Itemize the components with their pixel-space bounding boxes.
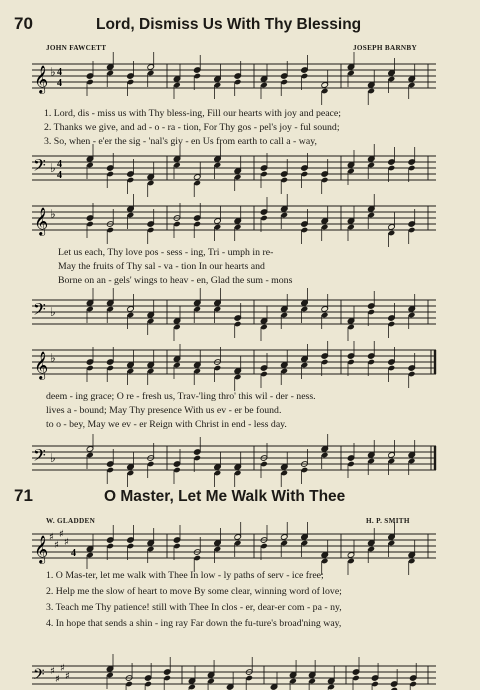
treble-clef-icon: 𝄞	[34, 207, 49, 235]
svg-text:4: 4	[57, 78, 62, 89]
hymn-70-title: Lord, Dismiss Us With Thy Blessing	[96, 16, 362, 33]
bass-clef-icon: 𝄢	[33, 666, 45, 687]
svg-text:♭: ♭	[50, 65, 56, 79]
svg-text:♯: ♯	[54, 540, 59, 551]
svg-text:♯: ♯	[65, 671, 70, 682]
hymn-70-verse-1-line-2: Let us each, Thy love pos - sess - ing, Tri - umph in re-	[58, 247, 274, 258]
svg-text:4: 4	[57, 159, 62, 170]
treble-clef-icon: 𝄞	[34, 351, 49, 379]
hymn-70-verse-3-line-2: Borne on an - gels' wings to heav - en, Glad the sum - mons	[58, 275, 293, 286]
svg-text:♯: ♯	[59, 529, 64, 540]
hymn-70-treble-staff-2	[0, 200, 480, 250]
svg-text:♯: ♯	[64, 537, 69, 548]
svg-text:♭: ♭	[50, 305, 56, 319]
hymn-70-treble-staff-1	[0, 58, 480, 108]
hymn-71-verse-4-line-1: 4. In hope that sends a shin - ing ray Far down the fu-ture's broad'ning way,	[46, 618, 342, 629]
hymn-70-treble-staff-3	[0, 344, 480, 394]
hymn-71-bass-staff-1	[0, 660, 480, 690]
hymn-71-number: 71	[14, 486, 33, 505]
svg-text:♭: ♭	[50, 451, 56, 465]
hymn-70-verse-2-line-3: lives a - bound; May Thy presence With us ev - er be found.	[46, 405, 282, 416]
hymn-71-verse-3-line-1: 3. Teach me Thy patience! still with Thee In clos - er, dear-er com - pa - ny,	[46, 602, 342, 613]
hymn-71-author: W. GLADDEN	[46, 517, 96, 525]
hymn-70-verse-1-line-3: deem - ing grace; O re - fresh us, Trav-'ling thro' this wil - der - ness.	[46, 391, 316, 402]
hymn-70-verse-1-line-1: 1. Lord, dis - miss us with Thy bless-ing, Fill our hearts with joy and peace;	[44, 108, 341, 119]
svg-text:♭: ♭	[50, 161, 56, 175]
svg-text:♭: ♭	[50, 351, 56, 365]
hymn-71-verse-1-line-1: 1. O Mas-ter, let me walk with Thee In low - ly paths of serv - ice free;	[46, 570, 324, 581]
svg-text:4: 4	[57, 170, 62, 181]
svg-text:♯: ♯	[60, 663, 65, 674]
bass-clef-icon: 𝄢	[33, 299, 46, 323]
hymn-71-treble-staff-1	[0, 528, 480, 568]
treble-clef-icon: 𝄞	[34, 65, 49, 93]
bass-clef-icon: 𝄢	[33, 445, 46, 469]
hymn-70-verse-3-line-1: 3. So, when - e'er the sig - 'nal's giv - en Us from earth to call a - way,	[44, 136, 317, 147]
bass-clef-icon: 𝄢	[33, 155, 46, 179]
svg-text:♭: ♭	[50, 207, 56, 221]
hymn-70-author: JOHN FAWCETT	[46, 44, 107, 52]
hymn-71-composer: H. P. SMITH	[366, 517, 410, 525]
hymn-70-bass-staff-3	[0, 440, 480, 480]
hymn-71-verse-2-line-1: 2. Help me the slow of heart to move By some clear, winning word of love;	[46, 586, 342, 597]
svg-text:♯: ♯	[49, 532, 54, 543]
hymn-70-verse-2-line-2: May the fruits of Thy sal - va - tion In our hearts and	[58, 261, 265, 272]
hymn-70-bass-staff-1	[0, 150, 480, 190]
hymn-71-title: O Master, Let Me Walk With Thee	[104, 488, 346, 505]
svg-text:4: 4	[71, 548, 76, 559]
svg-text:♯: ♯	[55, 674, 60, 685]
treble-clef-icon: 𝄞	[34, 535, 49, 563]
hymn-70-composer: JOSEPH BARNBY	[353, 44, 418, 52]
hymn-70-number: 70	[14, 14, 33, 33]
hymn-70-verse-3-line-3: to o - bey, May we ev - er Reign with Christ in end - less day.	[46, 419, 287, 430]
svg-text:4: 4	[57, 67, 62, 78]
svg-text:♯: ♯	[50, 666, 55, 677]
hymn-70-verse-2-line-1: 2. Thanks we give, and ad - o - ra - tion, For Thy gos - pel's joy - ful sound;	[44, 122, 340, 133]
hymn-70-bass-staff-2	[0, 294, 480, 334]
